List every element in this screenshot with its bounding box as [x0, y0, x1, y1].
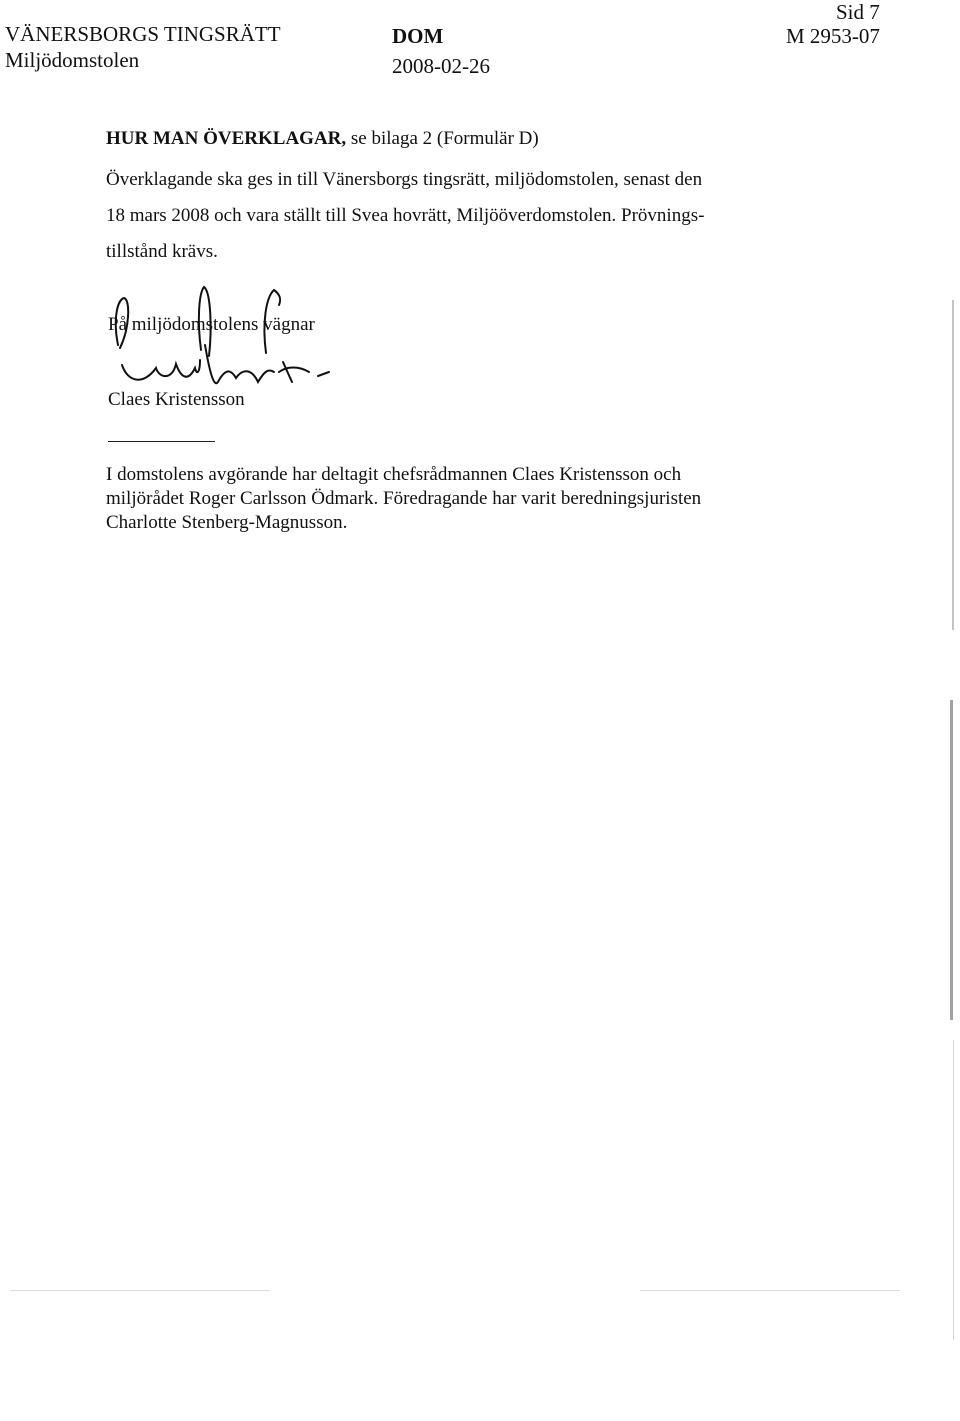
appeal-heading: [106, 128, 539, 150]
appeal-line: Överklagande ska ges in till Vänersborgs tingsrätt, miljödomstolen, senast den: [106, 169, 703, 190]
scan-edge-noise: [950, 700, 953, 1020]
participants-line: I domstolens avgörande har deltagit chefsrådmannen Claes Kristensson och: [106, 464, 682, 485]
scan-edge-noise: [952, 300, 954, 630]
appeal-heading-bold: HUR MAN ÖVERKLAGAR,: [106, 128, 347, 149]
appeal-line: tillstånd krävs.: [106, 241, 218, 262]
scan-bottom-noise: [640, 1290, 900, 1291]
on-behalf-label: På miljödomstolens vägnar: [108, 314, 315, 335]
separator-line: [108, 441, 215, 442]
appeal-heading-rest: se bilaga 2 (Formulär D): [346, 128, 539, 149]
appeal-line: 18 mars 2008 och vara ställt till Svea hovrätt, Miljööverdomstolen. Prövnings-: [106, 205, 705, 226]
court-name: VÄNERSBORGS TINGSRÄTT: [5, 22, 281, 46]
participants-line: Charlotte Stenberg-Magnusson.: [106, 512, 348, 533]
document-type: DOM: [392, 24, 444, 48]
signer-name: Claes Kristensson: [108, 389, 245, 410]
department-name: Miljödomstolen: [5, 48, 140, 72]
participants-line: miljörådet Roger Carlsson Ödmark. Föredragande har varit beredningsjuristen: [106, 488, 702, 509]
document-date: 2008-02-26: [392, 54, 490, 78]
scan-edge-noise: [953, 1040, 954, 1340]
scan-bottom-noise: [10, 1290, 270, 1291]
case-number: M 2953-07: [786, 24, 880, 48]
page-number: Sid 7: [836, 0, 880, 24]
